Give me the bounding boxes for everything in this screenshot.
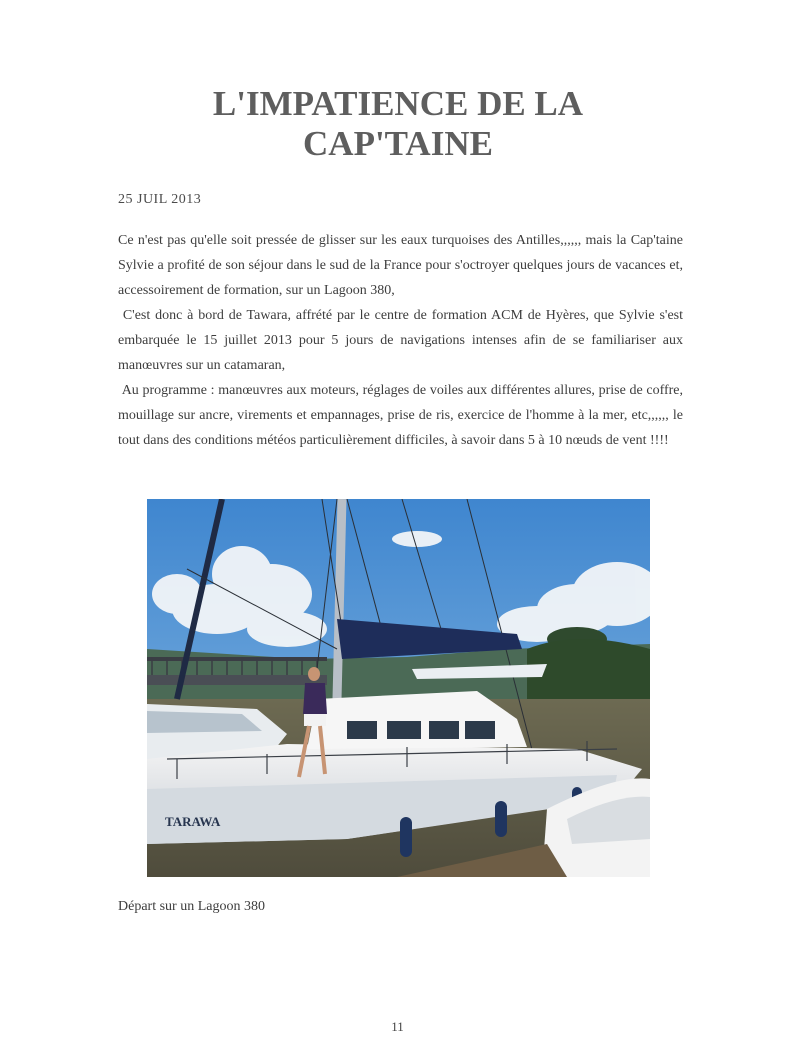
article-body [118,228,683,453]
paragraph-3: Au programme : manœuvres aux moteurs, réglages de voiles aux différentes allures, prise de coffre, mouillage sur ancre, virements et empannages, prise de ris, exercice de l'homme à la mer, etc,,,,,, le tout dans des conditions météos particulièrement difficiles, à savoir dans 5 à 10 nœuds de vent !!!! [118,383,684,448]
article-title [118,84,678,164]
title-line-1: L'IMPATIENCE DE LA [212,84,584,123]
paragraph-2: C'est donc à bord de Tawara, affrété par le centre de formation ACM de Hyères, que Sylvie s'est embarquée le 15 juillet 2013 pour 5 jours de navigations intenses afin de se familiariser aux manœuvres sur un catamaran, [118,308,683,373]
photo-caption: Départ sur un Lagoon 380 [118,899,265,914]
paragraph-1: Ce n'est pas qu'elle soit pressée de glisser sur les eaux turquoises des Antilles,,,,,, mais la Cap'taine Sylvie a profité de son séjour dans le sud de la France pour s'octroyer quelques jours de vacances et, accessoirement de formation, sur un Lagoon 380, [118,233,683,298]
hull-name-text: TARAWA [165,814,221,829]
title-line-2: CAP'TAINE [303,124,493,163]
article-date: 25 JUIL 2013 [118,192,202,207]
catamaran-photo [147,499,650,877]
page-number: 11 [391,1019,404,1034]
